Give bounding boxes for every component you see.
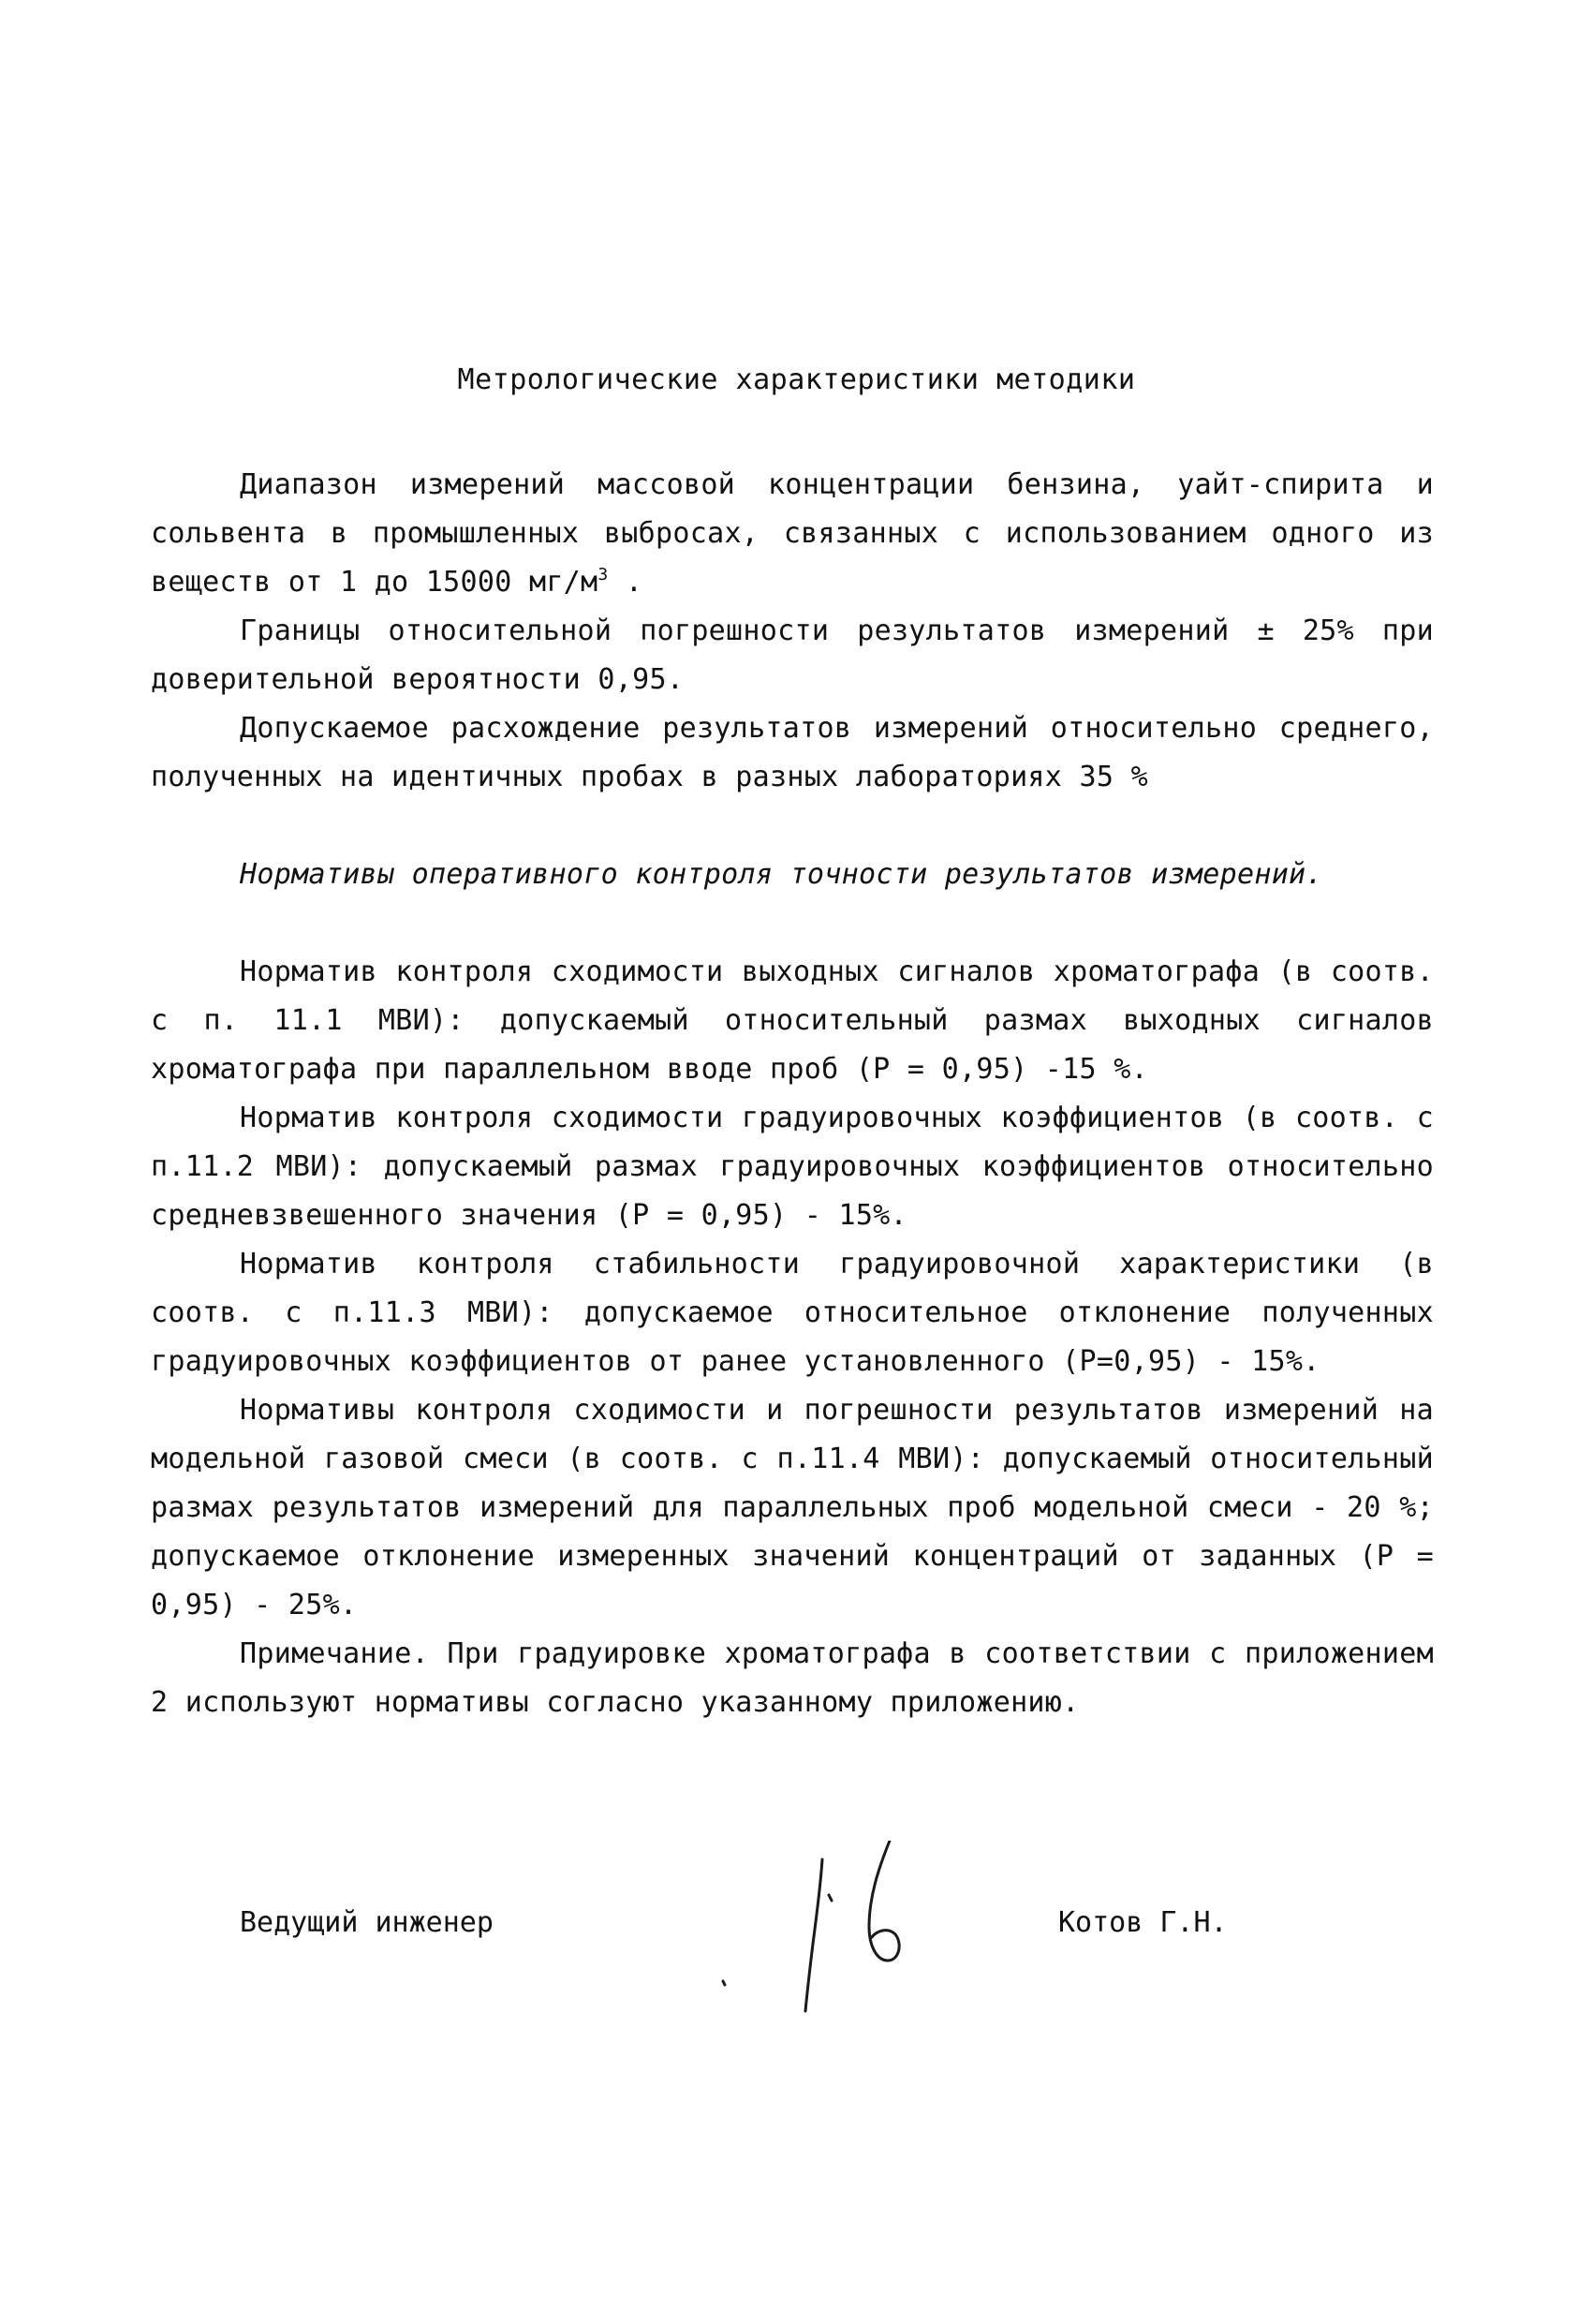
paragraph-norm-model-mixture: Нормативы контроля сходимости и погрешности результатов измерений на модельной газовой смеси (в соотв. с п.11.4 МВИ): допускаемый относительный размах результатов измерений для параллельных проб модельной смеси - 20 %; допускаемое отклонение измеренных значений концентраций от заданных (P = 0,95) - 25%. <box>151 1394 1434 1621</box>
handwritten-signature <box>712 1841 955 2019</box>
section-heading: Нормативы оперативного контроля точности результатов измерений. <box>240 858 1323 891</box>
paragraph-norm-coefficients: Норматив контроля сходимости градуировочных коэффициентов (в соотв. с п.11.2 МВИ): допускаемый размах градуировочных коэффициентов относительно средневзвешенного значения (P = 0,95) - 15%. <box>151 1102 1434 1232</box>
paragraph-note: Примечание. При градуировке хроматографа в соответствии с приложением 2 используют нормативы согласно указанному приложению. <box>151 1637 1434 1719</box>
signer-name: Котов Г.Н. <box>1058 1906 1228 1939</box>
paragraph-range-text: Диапазон измерений массовой концентрации бензина, уайт-спирита и сольвента в промышленных выбросах, связанных с использованием одного из веществ от 1 до 15000 мг/м <box>151 468 1434 599</box>
paragraph-divergence: Допускаемое расхождение результатов измерений относительно среднего, полученных на идентичных пробах в разных лабораториях 35 % <box>151 712 1434 793</box>
signature-block <box>0 1906 1593 2009</box>
paragraph-norm-signals: Норматив контроля сходимости выходных сигналов хроматографа (в соотв. с п. 11.1 МВИ): допускаемый относительный размах выходных сигналов хроматографа при параллельном вводе проб (P = 0,95) -15 %. <box>151 955 1434 1086</box>
document-body <box>151 461 1434 1727</box>
position-label: Ведущий инженер <box>240 1906 494 1939</box>
document-title: Метрологические характеристики методики <box>457 363 1136 396</box>
paragraph-range-end: . <box>608 566 643 599</box>
paragraph-norm-stability: Норматив контроля стабильности градуировочной характеристики (в соотв. с п.11.3 МВИ): допускаемое относительное отклонение полученных градуировочных коэффициентов от ранее установленного (P=0,95) - 15%. <box>151 1248 1434 1378</box>
paragraph-range <box>151 461 1434 607</box>
paragraph-error-bounds: Границы относительной погрешности результатов измерений ± 25% при доверительной вероятности 0,95. <box>151 614 1434 696</box>
superscript-exponent: 3 <box>597 565 609 585</box>
